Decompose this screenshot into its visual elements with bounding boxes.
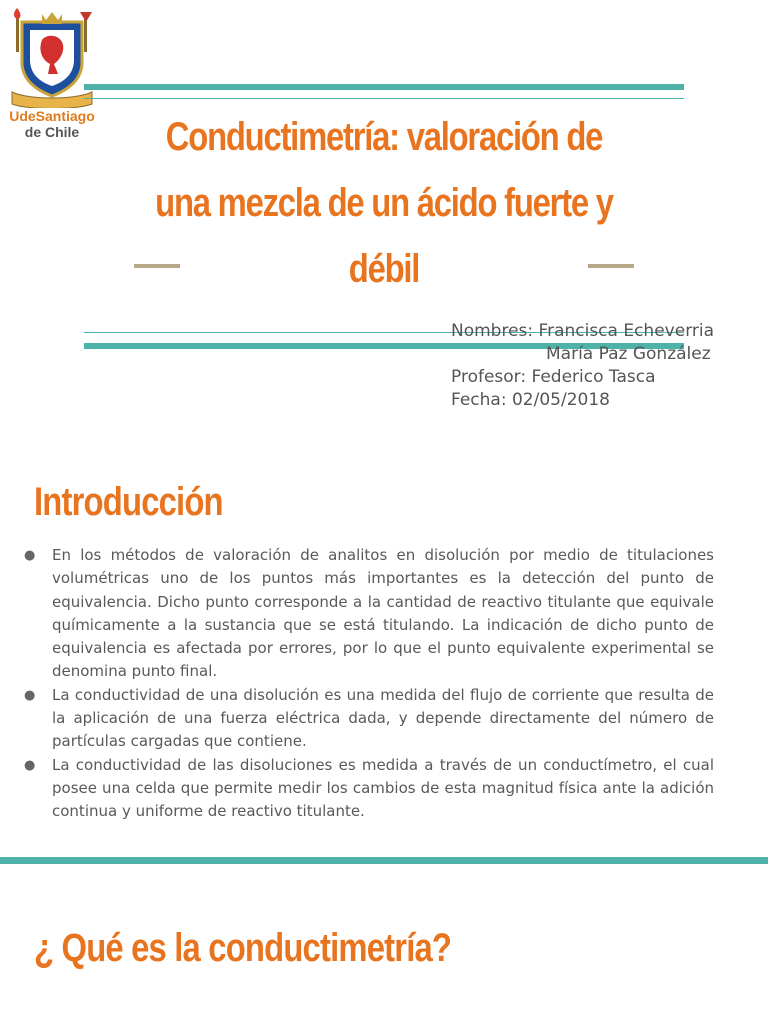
university-name — [4, 108, 100, 140]
date: Fecha: 02/05/2018 — [451, 390, 610, 410]
top-rule-thick — [84, 84, 684, 90]
logo-name-line2: de Chile — [24, 124, 80, 140]
university-crest-icon — [8, 4, 96, 108]
title-dash-left — [134, 264, 180, 268]
bullet-icon: ● — [24, 548, 36, 563]
professor: Profesor: Federico Tasca — [451, 367, 656, 387]
list-item — [24, 754, 714, 824]
bullet-text: En los métodos de valoración de analitos en disolución por medio de titulaciones volumétricas uno de los puntos más importantes es la detección del punto de equivalencia. Dicho punto corresponde a la cantidad de reactivo titulante que equivale químicamente a la sustancia que se está titulando. La indicación de dicho punto de equivalencia es afectada por errores, por lo que el punto equivalente experimental se denomina punto final. — [52, 546, 714, 681]
top-rule-thin — [84, 98, 684, 99]
names-line2: María Paz González — [546, 344, 711, 364]
logo-name-part1: Ude — [9, 108, 36, 124]
page-title: Conductimetría: valoración de una mezcla de un ácido fuerte y débil — [155, 115, 613, 291]
bullet-icon: ● — [24, 757, 36, 773]
names-line1: Nombres: Francisca Echeverria — [451, 321, 715, 341]
list-item — [24, 544, 714, 684]
list-item — [24, 684, 714, 754]
title-dash-right — [588, 264, 634, 268]
section-divider — [0, 857, 768, 864]
bullet-text: La conductividad de las disoluciones es medida a través de un conductímetro, el cual posee una celda que permite medir los cambios de esta magnitud física ante la adición continua y uniforme de reactivo titulante. — [52, 755, 714, 821]
section2-heading: ¿ Qué es la conductimetría? — [34, 926, 452, 970]
bullet-icon: ● — [24, 687, 36, 703]
intro-heading: Introducción — [34, 480, 223, 524]
logo-name-part2: Santiago — [35, 108, 95, 124]
intro-bullets — [24, 544, 714, 824]
author-info — [451, 320, 714, 412]
bullet-text: La conductividad de una disolución es una medida del flujo de corriente que resulta de la aplicación de una fuerza eléctrica dada, y depende directamente del número de partículas cargadas que contiene. — [52, 685, 714, 751]
